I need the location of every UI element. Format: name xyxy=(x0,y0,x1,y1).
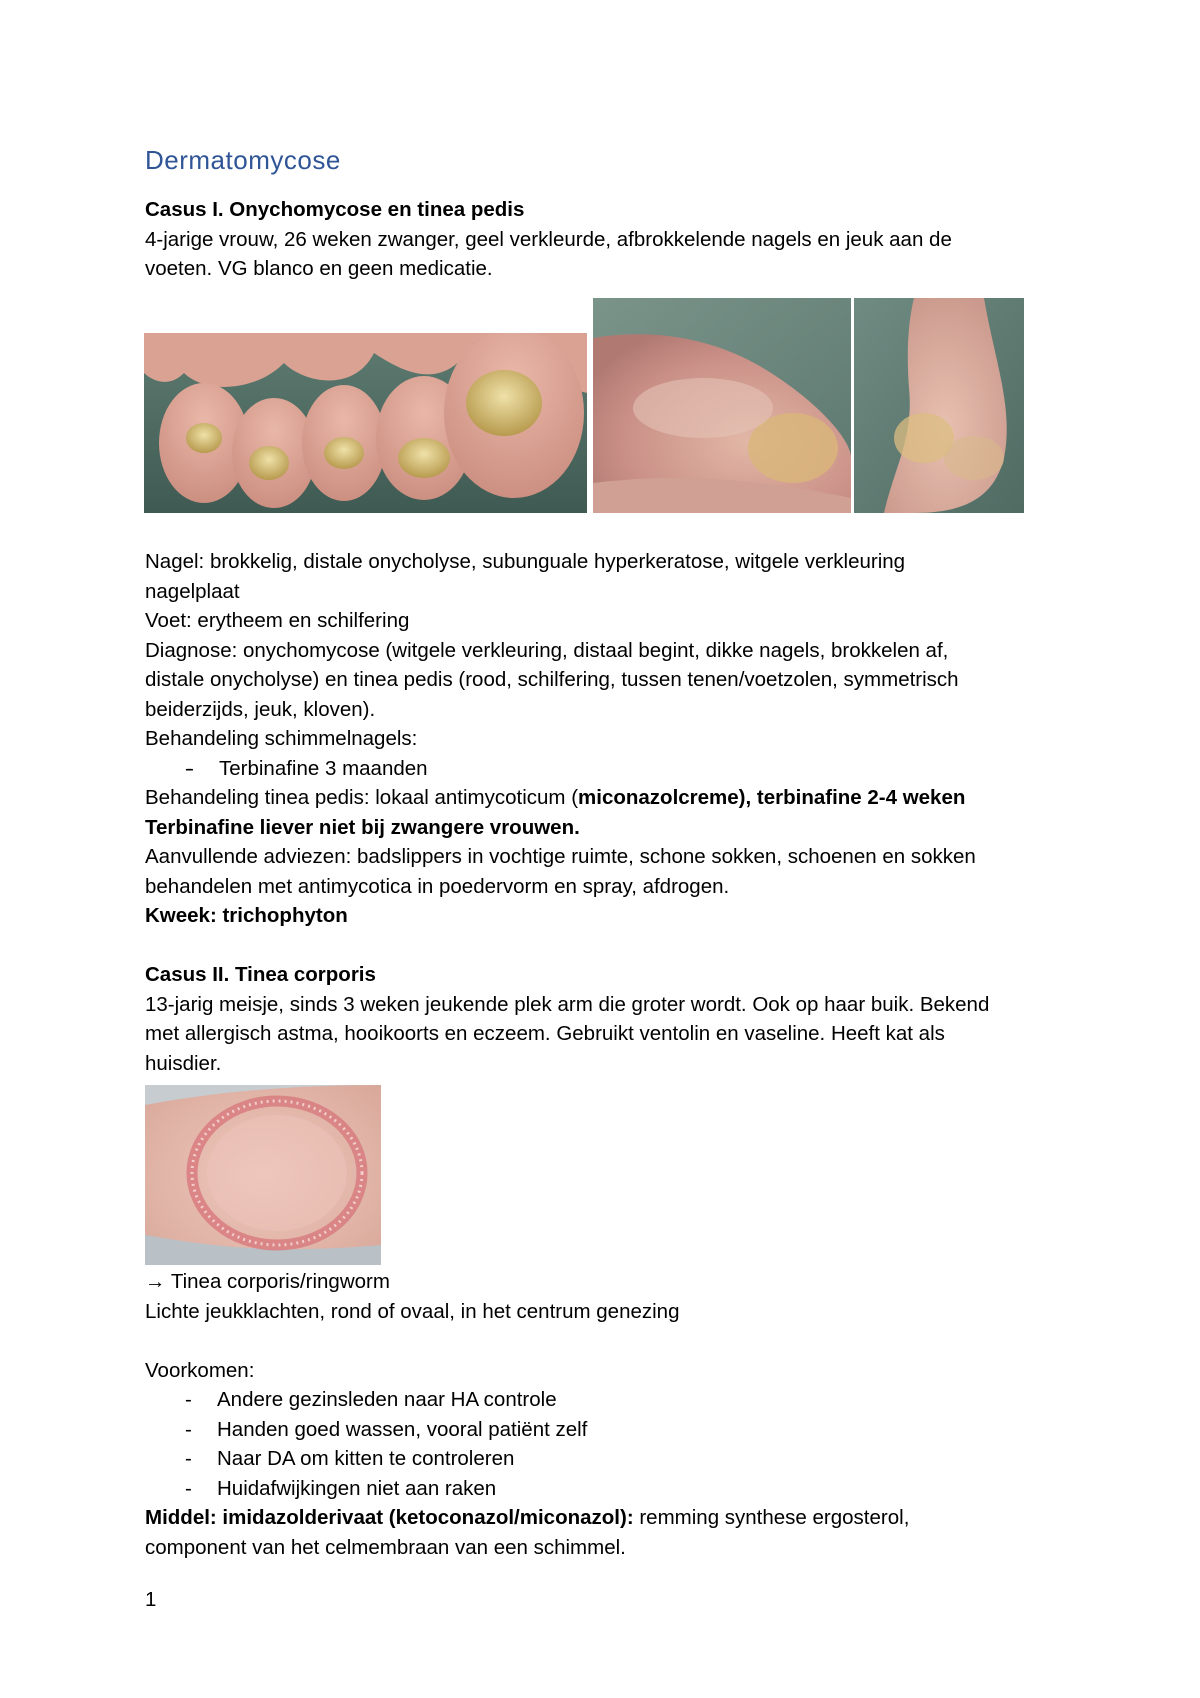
symptoms-line: Lichte jeukklachten, rond of ovaal, in het centrum genezing xyxy=(145,1299,680,1323)
voorkomen-heading: Voorkomen: xyxy=(145,1358,255,1382)
case1-intro-line: 4-jarige vrouw, 26 weken zwanger, geel verkleurde, afbrokkelende nagels en jeuk aan de xyxy=(145,227,952,251)
nagel-line: nagelplaat xyxy=(145,579,240,603)
list-item: - Naar DA om kitten te controleren xyxy=(185,1447,515,1470)
nagel-line: Nagel: brokkelig, distale onycholyse, subunguale hyperkeratose, witgele verkleuring xyxy=(145,550,906,573)
diagnose-line: distale onycholyse) en tinea pedis (rood, schilfering, tussen tenen/voetzolen, symmetrisch xyxy=(145,668,959,691)
foot-sole-photo xyxy=(854,298,1024,513)
list-item: - Handen goed wassen, vooral patiënt zelf xyxy=(185,1417,588,1441)
case1-findings xyxy=(145,547,1075,1078)
case2-intro-line: huisdier. xyxy=(145,1051,222,1075)
behandeling-pedis: Behandeling tinea pedis: lokaal antimycoticum (miconazolcreme), terbinafine 2-4 weken xyxy=(145,786,966,809)
behandeling-nagels: Behandeling schimmelnagels: xyxy=(145,727,418,750)
voet-line: Voet: erytheem en schilfering xyxy=(145,609,410,632)
terbinafine-note: Terbinafine liever niet bij zwangere vrouwen. xyxy=(145,815,580,839)
page-number: 1 xyxy=(145,1588,157,1611)
advies-line: behandelen met antimycotica in poedervorm en spray, afdrogen. xyxy=(145,874,730,898)
arrow-icon: → xyxy=(145,1270,166,1293)
case2-intro-line: met allergisch astma, hooikoorts en eczeem. Gebruikt ventolin en vaseline. Heeft kat als xyxy=(145,1022,945,1045)
list-item: - Andere gezinsleden naar HA controle xyxy=(185,1388,557,1411)
case2-intro-line: 13-jarig meisje, sinds 3 weken jeukende plek arm die groter wordt. Ook op haar buik. Bekend xyxy=(145,992,990,1016)
diagnose-line: beiderzijds, jeuk, kloven). xyxy=(145,697,376,721)
kweek-line: Kweek: trichophyton xyxy=(145,904,348,927)
toenails-photo xyxy=(144,333,587,513)
diagnose-line: Diagnose: onychomycose (witgele verkleuring, distaal begint, dikke nagels, brokkelen af, xyxy=(145,638,949,662)
advies-line: Aanvullende adviezen: badslippers in vochtige ruimte, schone sokken, schoenen en sokken xyxy=(145,845,976,868)
middel-line: Middel: imidazolderivaat (ketoconazol/miconazol): remming synthese ergosterol, xyxy=(145,1506,910,1529)
list-item: - Huidafwijkingen niet aan raken xyxy=(185,1476,497,1500)
case2-findings xyxy=(145,1267,1075,1562)
list-item: - - Terbinafine 3 maanden xyxy=(145,754,1075,784)
diagnosis-line: → Tinea corporis/ringworm xyxy=(145,1270,390,1293)
case1-intro-line: voeten. VG blanco en geen medicatie. xyxy=(145,257,493,280)
page-title: Dermatomycose xyxy=(145,145,341,175)
case1-intro xyxy=(145,195,1075,284)
foot-side-photo xyxy=(593,298,851,513)
ringworm-photo xyxy=(145,1085,381,1265)
case2-heading: Casus II. Tinea corporis xyxy=(145,963,376,986)
middel-line: component van het celmembraan van een schimmel. xyxy=(145,1535,626,1559)
case1-heading: Casus I. Onychomycose en tinea pedis xyxy=(145,198,525,221)
